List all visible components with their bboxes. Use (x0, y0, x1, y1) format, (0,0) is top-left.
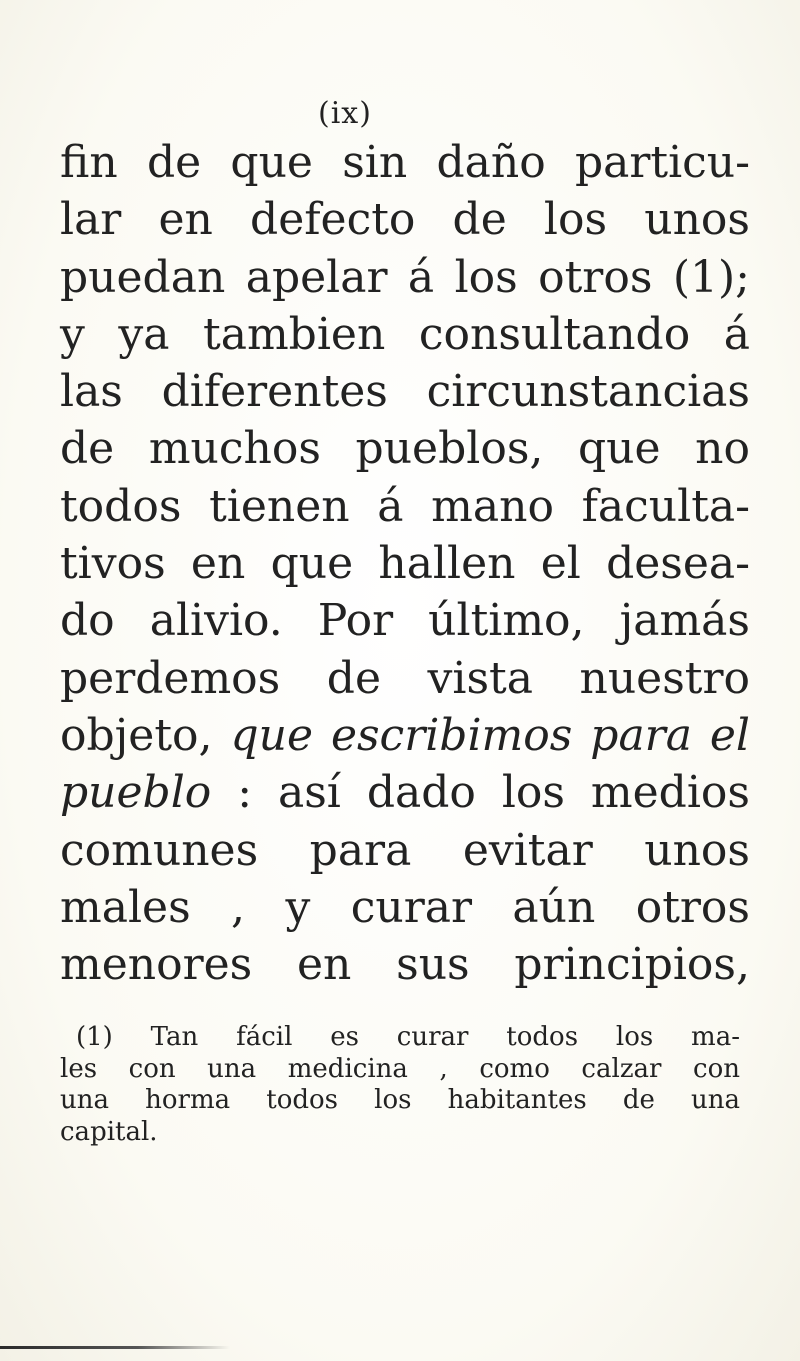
text-line: y ya tambien consultando á (60, 308, 750, 360)
text-line: comunes para evitar unos (60, 824, 750, 876)
italic-word: pueblo (60, 767, 212, 819)
text-line: males , y curar aún otros (60, 881, 750, 933)
footnote-line: una horma todos los habitantes de una (60, 1085, 740, 1115)
text-line: de muchos pueblos, que no (60, 423, 750, 475)
text-segment: : así dado los medios (211, 767, 750, 819)
text-line: menores en sus principios, (60, 939, 750, 991)
body-text (60, 134, 750, 993)
page-number: (ix) (318, 96, 372, 131)
text-line: las diferentes circunstancias (60, 366, 750, 418)
footnote-line: (1) Tan fácil es curar todos los ma- (76, 1022, 740, 1052)
text-line: tivos en que hallen el desea- (60, 538, 750, 590)
text-line: lar en defecto de los unos (60, 194, 750, 246)
text-line: todos tienen á mano faculta- (60, 480, 750, 532)
italic-phrase: que escribimos para el (230, 709, 750, 761)
footnote-line: capital. (60, 1116, 158, 1147)
text-segment: objeto, (60, 709, 231, 761)
footnote-line: les con una medicina , como calzar con (60, 1053, 740, 1084)
text-line (60, 764, 750, 821)
text-line (60, 707, 750, 764)
page-edge-mark (0, 1346, 230, 1349)
footnote (60, 1022, 740, 1148)
text-line: perdemos de vista nuestro (60, 652, 750, 704)
text-line: puedan apelar á los otros (1); (60, 251, 750, 303)
text-line: fin de que sin daño particu- (60, 137, 750, 188)
text-line: do alivio. Por último, jamás (60, 595, 750, 647)
